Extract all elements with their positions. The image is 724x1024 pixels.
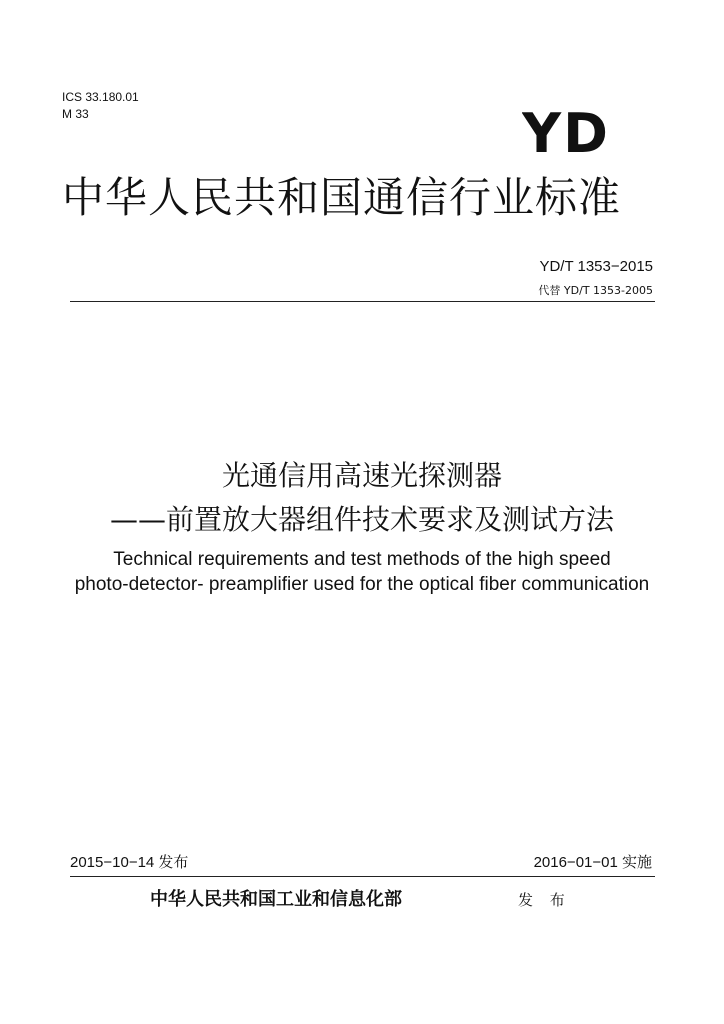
yd-logo-text: YD	[522, 108, 610, 156]
issue-date: 2015−10−14 发布	[70, 854, 189, 871]
title-chinese-line1: 光通信用高速光探测器	[221, 459, 502, 492]
title-english-line1: Technical requirements and test methods of the high speed	[113, 549, 611, 570]
ccs-code: M 33	[62, 107, 89, 121]
org-standard-title: 中华人民共和国通信行业标准	[62, 173, 622, 222]
bottom-divider	[70, 876, 655, 877]
yd-logo	[522, 108, 610, 156]
ics-code: ICS 33.180.01	[62, 90, 139, 104]
top-divider	[70, 301, 655, 302]
replaces-standard: 代替 YD/T 1353-2005	[538, 284, 653, 297]
issued-label: 发 布	[518, 891, 571, 909]
standard-number: YD/T 1353−2015	[539, 258, 653, 275]
implementation-date: 2016−01−01 实施	[533, 854, 652, 871]
issuing-authority: 中华人民共和国工业和信息化部	[150, 889, 402, 910]
title-english-line2: photo-detector- preamplifier used for the optical fiber communication	[74, 574, 650, 595]
title-chinese-line2: ——前置放大器组件技术要求及测试方法	[109, 503, 614, 536]
